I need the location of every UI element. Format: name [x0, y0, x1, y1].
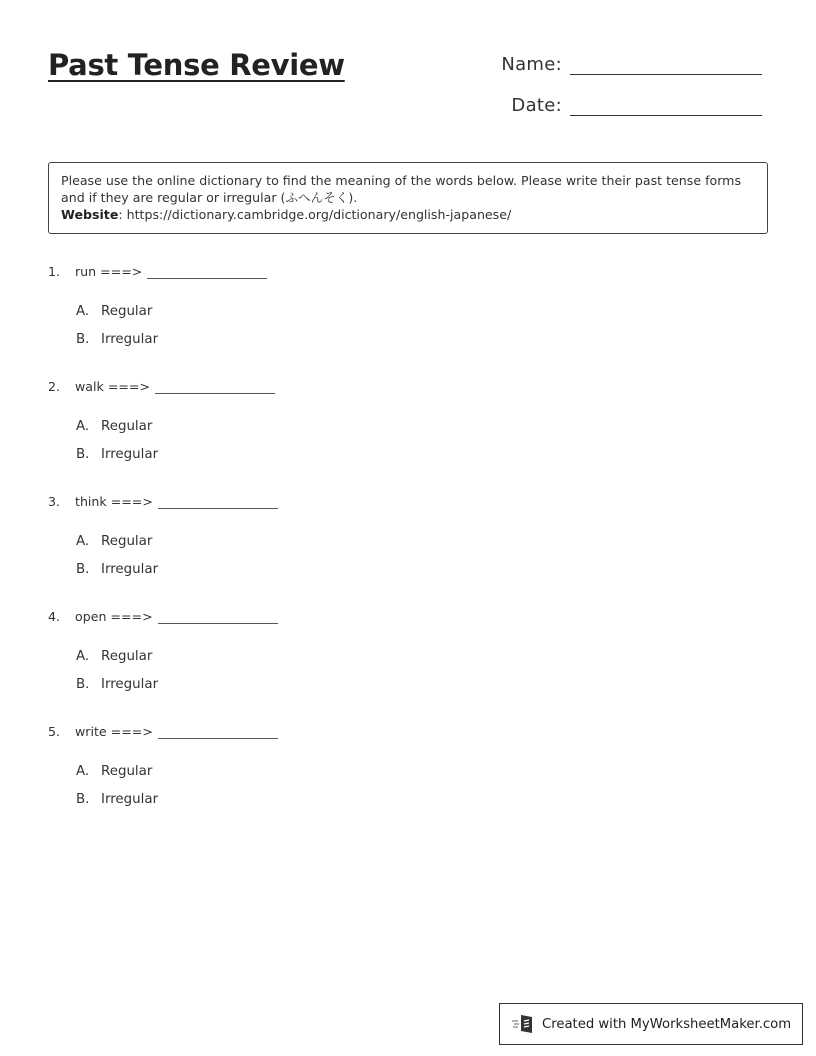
option-b: B. Irregular	[76, 446, 159, 462]
footer-credit	[499, 1003, 803, 1045]
question-number: 4.	[48, 609, 61, 624]
name-field	[498, 52, 762, 75]
option-a: A. Regular	[76, 763, 153, 779]
option-a: A. Regular	[76, 533, 153, 549]
question-number: 5.	[48, 724, 61, 739]
option-b: B. Irregular	[76, 561, 159, 577]
answer-blank	[158, 610, 278, 624]
website-label: Website	[61, 207, 119, 222]
name-line	[570, 52, 762, 75]
instructions-box	[48, 162, 768, 234]
option-a: A. Regular	[76, 418, 153, 434]
date-line	[570, 93, 762, 116]
question-word: open ===>	[75, 609, 153, 624]
answer-blank	[155, 380, 275, 394]
answer-blank	[158, 725, 278, 739]
question-number: 3.	[48, 494, 61, 509]
question-number: 2.	[48, 379, 61, 394]
option-b: B. Irregular	[76, 331, 159, 347]
question-1	[48, 264, 267, 353]
question-word: walk ===>	[75, 379, 151, 394]
question-4	[48, 609, 278, 698]
question-word: think ===>	[75, 494, 153, 509]
question-number: 1.	[48, 264, 61, 279]
name-label: Name:	[501, 54, 562, 75]
option-b: B. Irregular	[76, 791, 159, 807]
date-label: Date:	[511, 95, 562, 116]
footer-text: Created with MyWorksheetMaker.com	[542, 1016, 792, 1032]
page-title: Past Tense Review	[48, 48, 345, 82]
answer-blank	[158, 495, 278, 509]
question-5	[48, 724, 278, 813]
date-field	[498, 93, 762, 116]
worksheet-logo-icon	[512, 1013, 536, 1035]
question-2	[48, 379, 275, 468]
instructions-text: Please use the online dictionary to find the meaning of the words below. Please write their past tense forms and if they are regular or irregular (ふへんそく).	[61, 173, 742, 205]
answer-blank	[147, 265, 267, 279]
option-a: A. Regular	[76, 303, 153, 319]
option-b: B. Irregular	[76, 676, 159, 692]
website-url: : https://dictionary.cambridge.org/dictionary/english-japanese/	[118, 207, 512, 222]
question-word: run ===>	[75, 264, 143, 279]
question-3	[48, 494, 278, 583]
question-word: write ===>	[75, 724, 153, 739]
option-a: A. Regular	[76, 648, 153, 664]
